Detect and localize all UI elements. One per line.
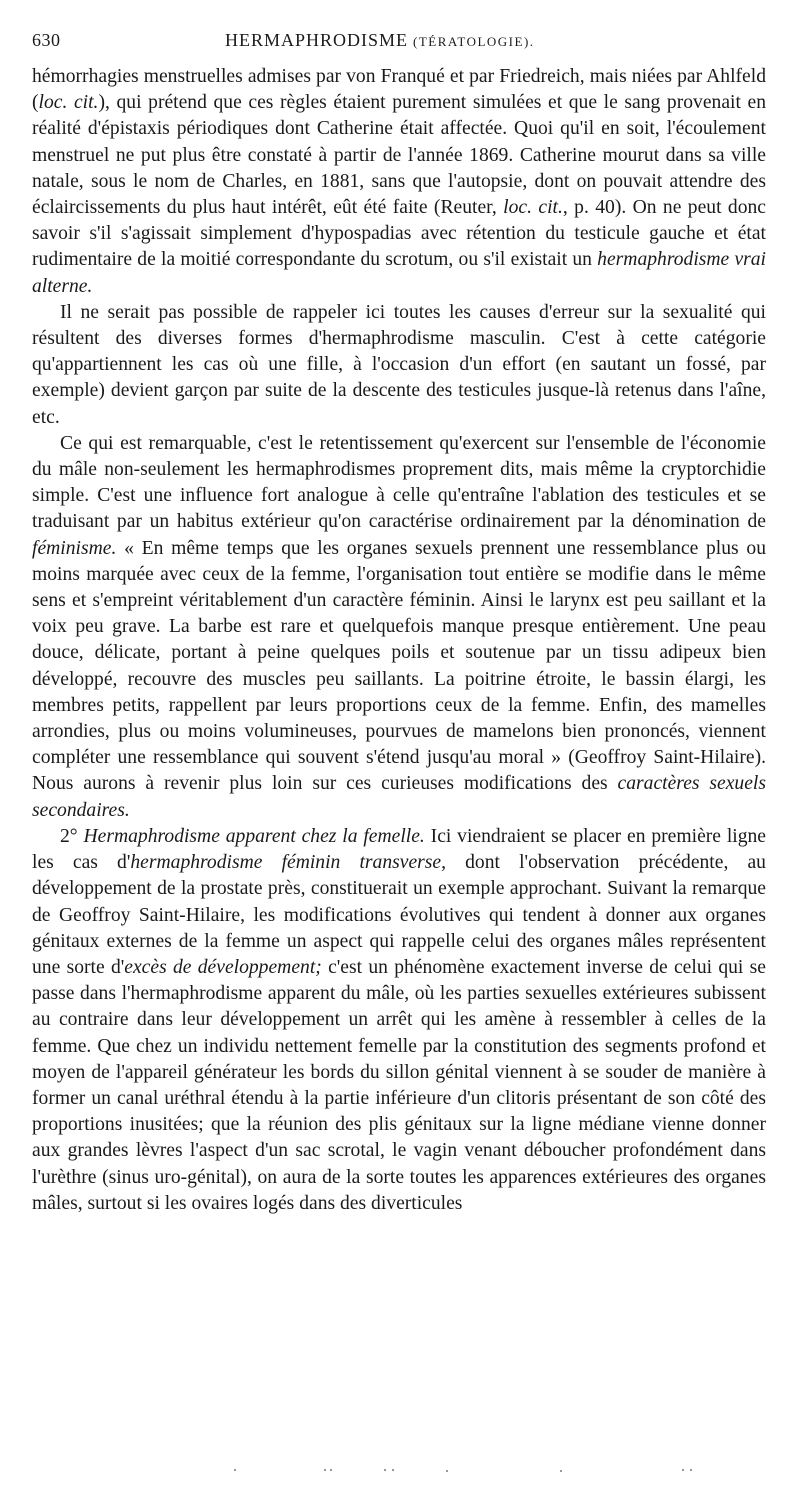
paragraph-4 <box>32 824 766 1217</box>
text-run: 2° <box>60 825 84 847</box>
running-head-subtitle: (TÉRATOLOGIE). <box>413 34 535 49</box>
paragraph-1 <box>32 64 766 300</box>
paragraph-3 <box>32 431 766 824</box>
running-head-title: HERMAPHRODISME <box>225 30 409 50</box>
text-run: « En même temps que les organes sexuels prennent une ressemblance plus ou moins marquée avec ceux de la femme, l'organisation tout entière se modifie dans le même sens et s'empreint véritablement d'un caractère féminin. Ainsi le larynx est peu saillant et la voix peu grave. La barbe est rare et quelquefois manque presque entièrement. Une peau douce, délicate, portant à peine quelques poils et soutenue par un tissu adipeux bien développé, recouvre des muscles peu saillants. La poitrine étroite, le bassin élargi, les membres petits, rappellent par leurs proportions ceux de la femme. Enfin, des mamelles arrondies, plus ou moins volumineuses, pourvues de mamelons bien prononcés, viennent compléter une ressemblance qui souvent s'étend jusqu'au moral » (Geoffroy Saint-Hilaire). Nous aurons à revenir plus loin sur ces curieuses modifications des <box>32 537 766 795</box>
italic-run: Hermaphrodisme apparent chez la femelle. <box>83 825 425 847</box>
text-run: ), qui prétend que ces règles étaient purement simulées et que le sang provenait en réalité d'épistaxis périodiques dont Catherine était affectée. Quoi qu'il en soit, l'écoulement menstruel ne put plus être constaté à partir de l'année 1869. Catherine mourut dans sa ville natale, sous le nom de Charles, en 1881, sans que l'autopsie, dont on pouvait attendre des éclaircissements du plus haut intérêt, eût été faite (Reuter, <box>32 92 767 219</box>
running-header <box>32 30 768 56</box>
page-number: 630 <box>32 30 61 50</box>
text-run: Il ne serait pas possible de rappeler ici toutes les causes d'erreur sur la sexualité qui résultent des diverses formes d'hermaphrodisme masculin. C'est à cette catégorie qu'appartiennent les cas où une fille, à l'occasion d'un effort (en sautant un fossé, par exemple) devient garçon par suite de la descente des testicules jusque-là retenus dans l'aîne, etc. <box>32 301 766 428</box>
italic-run: hermaphrodisme féminin transverse, <box>130 852 446 874</box>
italic-run: excès de développement; <box>124 956 322 978</box>
italic-run: hermaphrodisme vrai alterne. <box>32 249 767 297</box>
paragraph-2 <box>32 300 766 431</box>
text-run: c'est un phénomène exactement inverse de celui qui se passe dans l'hermaphrodisme apparent du mâle, où les parties sexuelles extérieures subissent au contraire dans leur développement un arrêt qui les amène à ressembler à celles de la femme. Que chez un individu nettement femelle par la constitution des segments profond et moyen de l'appareil générateur les bords du sillon génital viennent à se souder de manière à former un canal uréthral étendu à la partie inférieure d'un clitoris présentant de son côté des proportions inusitées; que la réunion des plis génitaux sur la ligne médiane vienne donner aux grandes lèvres l'aspect d'un sac scrotal, le vagin venant déboucher profondément dans l'urèthre (sinus uro-génital), on aura de la sorte toutes les apparences extérieures des organes mâles, surtout si les ovaires logés dans des diverticules <box>32 956 766 1214</box>
italic-run: loc. cit. <box>503 197 563 219</box>
italic-run: caractères sexuels secondaires. <box>32 773 766 821</box>
text-run: Ici viendraient se placer en première ligne les cas d' <box>32 825 767 874</box>
page-bottom-specks <box>0 1466 800 1476</box>
italic-run: loc. cit. <box>38 92 99 114</box>
text-run: hémorrhagies menstruelles admises par von Franqué et par Friedreich, mais niées par Ahlfeld ( <box>32 66 766 114</box>
body-text <box>32 64 766 1217</box>
running-head <box>225 30 535 51</box>
italic-run: féminisme. <box>32 537 117 559</box>
text-run: , p. 40). On ne peut donc savoir s'il s'agissait simplement d'hypospadias avec rétention du testicule gauche et état rudimentaire de la moitié correspondante du scrotum, ou s'il existait un <box>32 197 767 271</box>
text-run: dont l'observation précédente, au développement de la prostate près, constituerait un exemple approchant. Suivant la remarque de Geoffroy Saint-Hilaire, les modifications évolutives qui tendent à donner aux organes génitaux externes de la femme un aspect qui rappelle celui des organes mâles représentent une sorte d' <box>32 852 766 978</box>
text-run: Ce qui est remarquable, c'est le retentissement qu'exercent sur l'ensemble de l'économie du mâle non-seulement les hermaphrodismes proprement dits, mais même la cryptorchidie simple. C'est une influence fort analogue à celle qu'entraîne l'ablation des testicules et se traduisant par un habitus extérieur qu'on caractérise ordinairement par la dénomination de <box>32 432 766 533</box>
